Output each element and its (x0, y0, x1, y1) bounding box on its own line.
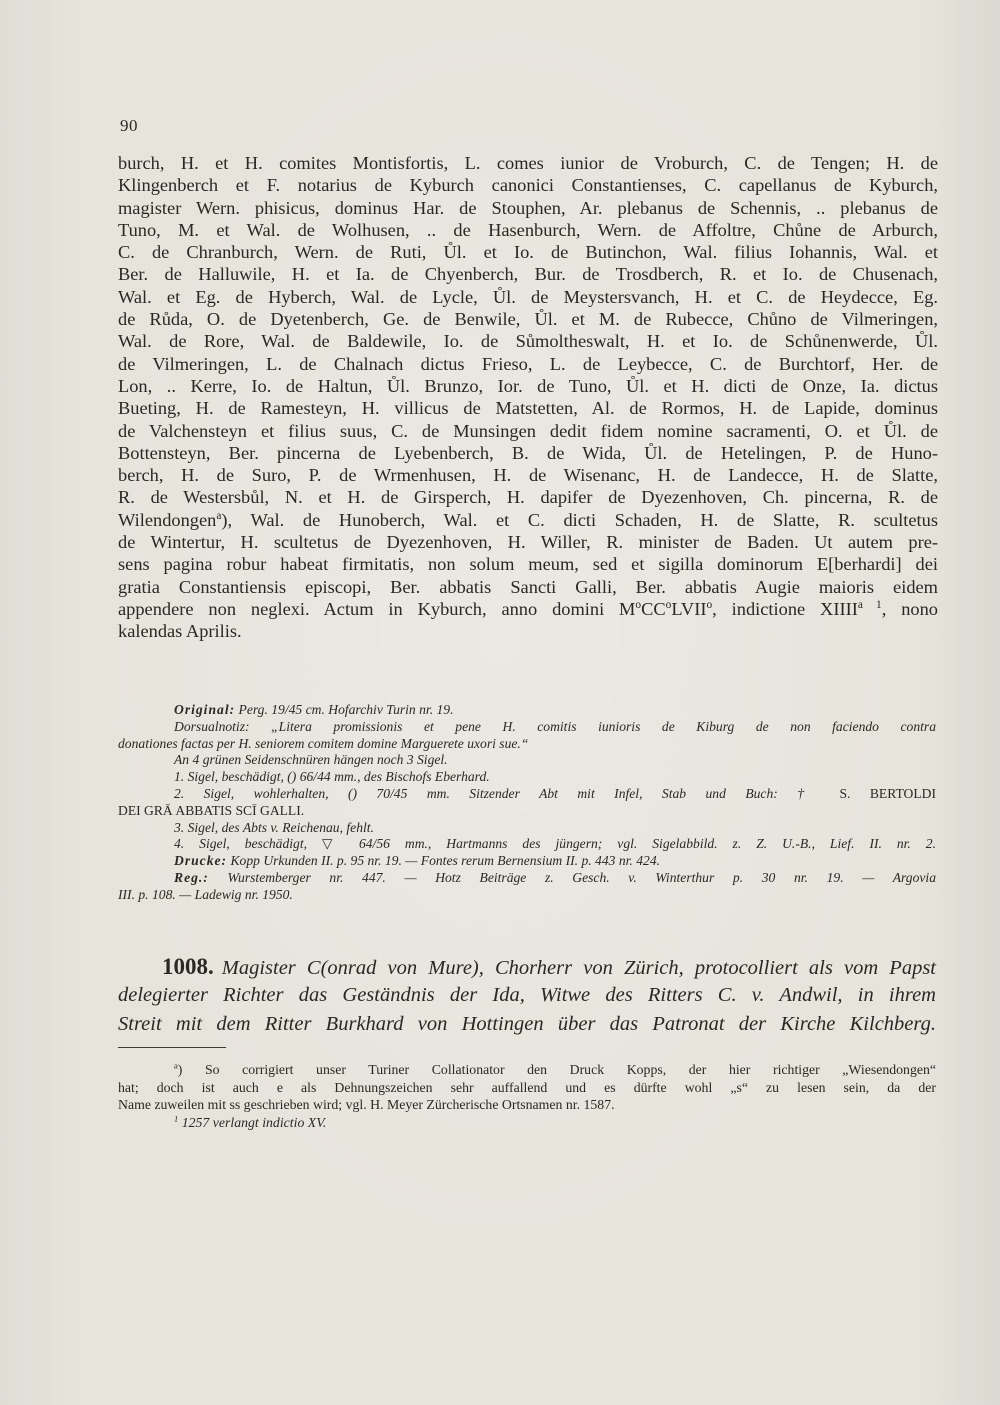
note-line: 4. Sigel, beschädigt, ▽ 64/56 mm., Hartmanns des jüngern; vgl. Sigelabbild. z. Z. U.-B., Lief. II. nr. 2. (174, 836, 936, 852)
note-label: Reg.: (174, 869, 209, 885)
note-line: Original: Perg. 19/45 cm. Hofarchiv Turin nr. 19. (174, 702, 454, 717)
editorial-notes (118, 702, 936, 904)
footnote-line: hat; doch ist auch e als Dehnungszeichen sehr auffallend und es dürfte wohl „s“ zu lesen sein, da der (118, 1079, 936, 1095)
note-line: 1. Sigel, beschädigt, () 66/44 mm., des Bischofs Eberhard. (174, 769, 490, 785)
text-line: Lon, .. Kerre, Io. de Haltun, Ůl. Brunzo, Ior. de Tuno, Ůl. et H. dicti de Onze, Ia. dictus (118, 375, 938, 396)
note-label: Drucke: (174, 853, 228, 869)
text-line: de Vilmeringen, L. de Chalnach dictus Frieso, L. de Leybecce, C. de Burchtorf, Her. de (118, 353, 938, 374)
note-line: Reg.: Wurstemberger nr. 447. — Hotz Beiträge z. Gesch. v. Winterthur p. 30 nr. 19. — Argovia (174, 869, 936, 885)
document-entry-1008 (118, 952, 936, 1039)
entry-regest-line: delegierter Richter das Geständnis der Ida, Witwe des Ritters C. v. Andwil, in ihrem (118, 984, 936, 1006)
page-number: 90 (120, 116, 138, 135)
note-line: III. p. 108. — Ladewig nr. 1950. (118, 886, 293, 902)
text-line: kalendas Aprilis. (118, 621, 242, 642)
footnote-line: $^1$ 1257 verlangt indictio XV. (174, 1112, 327, 1130)
text-line: C. de Chranburch, Wern. de Ruti, Ůl. et Io. de Butinchon, Wal. filius Iohannis, Wal. et (118, 242, 938, 263)
entry-number: 1008. (162, 954, 214, 979)
note-line: donationes factas per H. seniorem comitem domine Marguerete uxori sue.“ (118, 735, 529, 751)
text-line: magister Wern. phisicus, dominus Har. de Stouphen, Ar. plebanus de Schennis, .. plebanus de (118, 197, 938, 218)
note-line: 3. Sigel, des Abts v. Reichenau, fehlt. (174, 819, 374, 835)
text-line: burch, H. et H. comites Montisfortis, L. comes iunior de Vroburch, C. de Tengen; H. de (118, 153, 938, 173)
footnote-separator (118, 1047, 226, 1048)
note-label: Original: (174, 702, 236, 717)
text-line: de Wintertur, H. scultetus de Dyezenhoven, H. Willer, R. minister de Baden. Ut autem pre- (118, 532, 938, 553)
entry-regest-line: Magister C(onrad von Mure), Chorherr von Zürich, protocolliert als vom Papst (221, 957, 936, 979)
text-line: sens pagina robur habeat firmitatis, non solum meum, sed et sigilla dominorum E[berhardi] dei (118, 554, 938, 575)
text-line: Tuno, M. et Wal. de Wolhusen, .. de Hasenburch, Wern. de Affoltre, Chůne de Arburch, (118, 219, 938, 240)
text-line: berch, H. de Suro, P. de Wrmenhusen, H. de Wisenanc, H. de Landecce, H. de Slatte, (118, 465, 938, 486)
text-line: Bottensteyn, Ber. pincerna de Lyebenberch, B. de Wida, Ůl. de Hetelingen, P. de Huno- (118, 442, 938, 463)
charter-text (118, 152, 938, 643)
text-line: de Růda, O. de Dyetenberch, Ge. de Benwile, Ůl. et M. de Rubecce, Chůno de Vilmeringen, (118, 309, 938, 330)
note-line: Drucke: Kopp Urkunden II. p. 95 nr. 19. — Fontes rerum Bernensium II. p. 443 nr. 424. (174, 853, 661, 869)
text-line: Klingenberch et F. notarius de Kyburch canonici Constantienses, C. capellanus de Kyburch, (118, 175, 938, 196)
note-line: DEI GRĀ ABBATIS SCĪ GALLI. (118, 802, 305, 818)
text-line: appendere non neglexi. Actum in Kyburch, anno domini $M^oCC^oLVII^o$, indictione $XIIII^{a 1}$, nono (118, 598, 938, 619)
text-line: Wal. et Eg. de Hyberch, Wal. de Lycle, Ůl. de Meystersvanch, H. et C. de Heydecce, Eg. (118, 286, 938, 307)
text-line: gratia Constantiensis episcopi, Ber. abbatis Sancti Galli, Ber. abbatis Augie maioris eidem (118, 576, 938, 597)
footnotes (118, 1061, 936, 1131)
text-line: Ber. de Halluwile, H. et Ia. de Chyenberch, Bur. de Trosdberch, R. et Io. de Chusenach, (118, 264, 938, 285)
text-line: Wal. de Rore, Wal. de Baldewile, Io. de Sůmoltheswalt, H. et Io. de Schůnenwerde, Ůl. (118, 331, 938, 352)
footnote-line: $^a$) So corrigiert unser Turiner Collationator den Druck Kopps, der hier richtiger „Wiesendongen“ (174, 1060, 936, 1077)
text-line: R. de Westersbůl, N. et H. de Girsperch, H. dapifer de Dyezenhoven, Ch. pincerna, R. de (118, 487, 938, 508)
footnote-line: Name zuweilen mit ss geschrieben wird; vgl. H. Meyer Zürcherische Ortsnamen nr. 1587. (118, 1097, 615, 1112)
entry-regest-line: Streit mit dem Ritter Burkhard von Hottingen über das Patronat der Kirche Kilchberg. (118, 1013, 936, 1035)
note-line: 2. Sigel, wohlerhalten, () 70/45 mm. Sitzender Abt mit Infel, Stab und Buch: † S. BERTOLDI (174, 785, 936, 801)
text-line: de Valchensteyn et filius suus, C. de Munsingen dedit fidem nomine sacramenti, O. et Ůl. de (118, 420, 938, 441)
text-line: Bueting, H. de Ramesteyn, H. villicus de Matstetten, Al. de Rormos, H. de Lapide, dominus (118, 398, 938, 419)
entry-heading-line (118, 952, 936, 981)
note-line: An 4 grünen Seidenschnüren hängen noch 3 Sigel. (174, 752, 448, 768)
note-line: Dorsualnotiz: „Litera promissionis et pene H. comitis iunioris de Kiburg de non faciendo contra (174, 718, 936, 734)
text-line: Wilendongen$^a$), Wal. de Hunoberch, Wal. et C. dicti Schaden, H. de Slatte, R. scultetus (118, 509, 938, 530)
